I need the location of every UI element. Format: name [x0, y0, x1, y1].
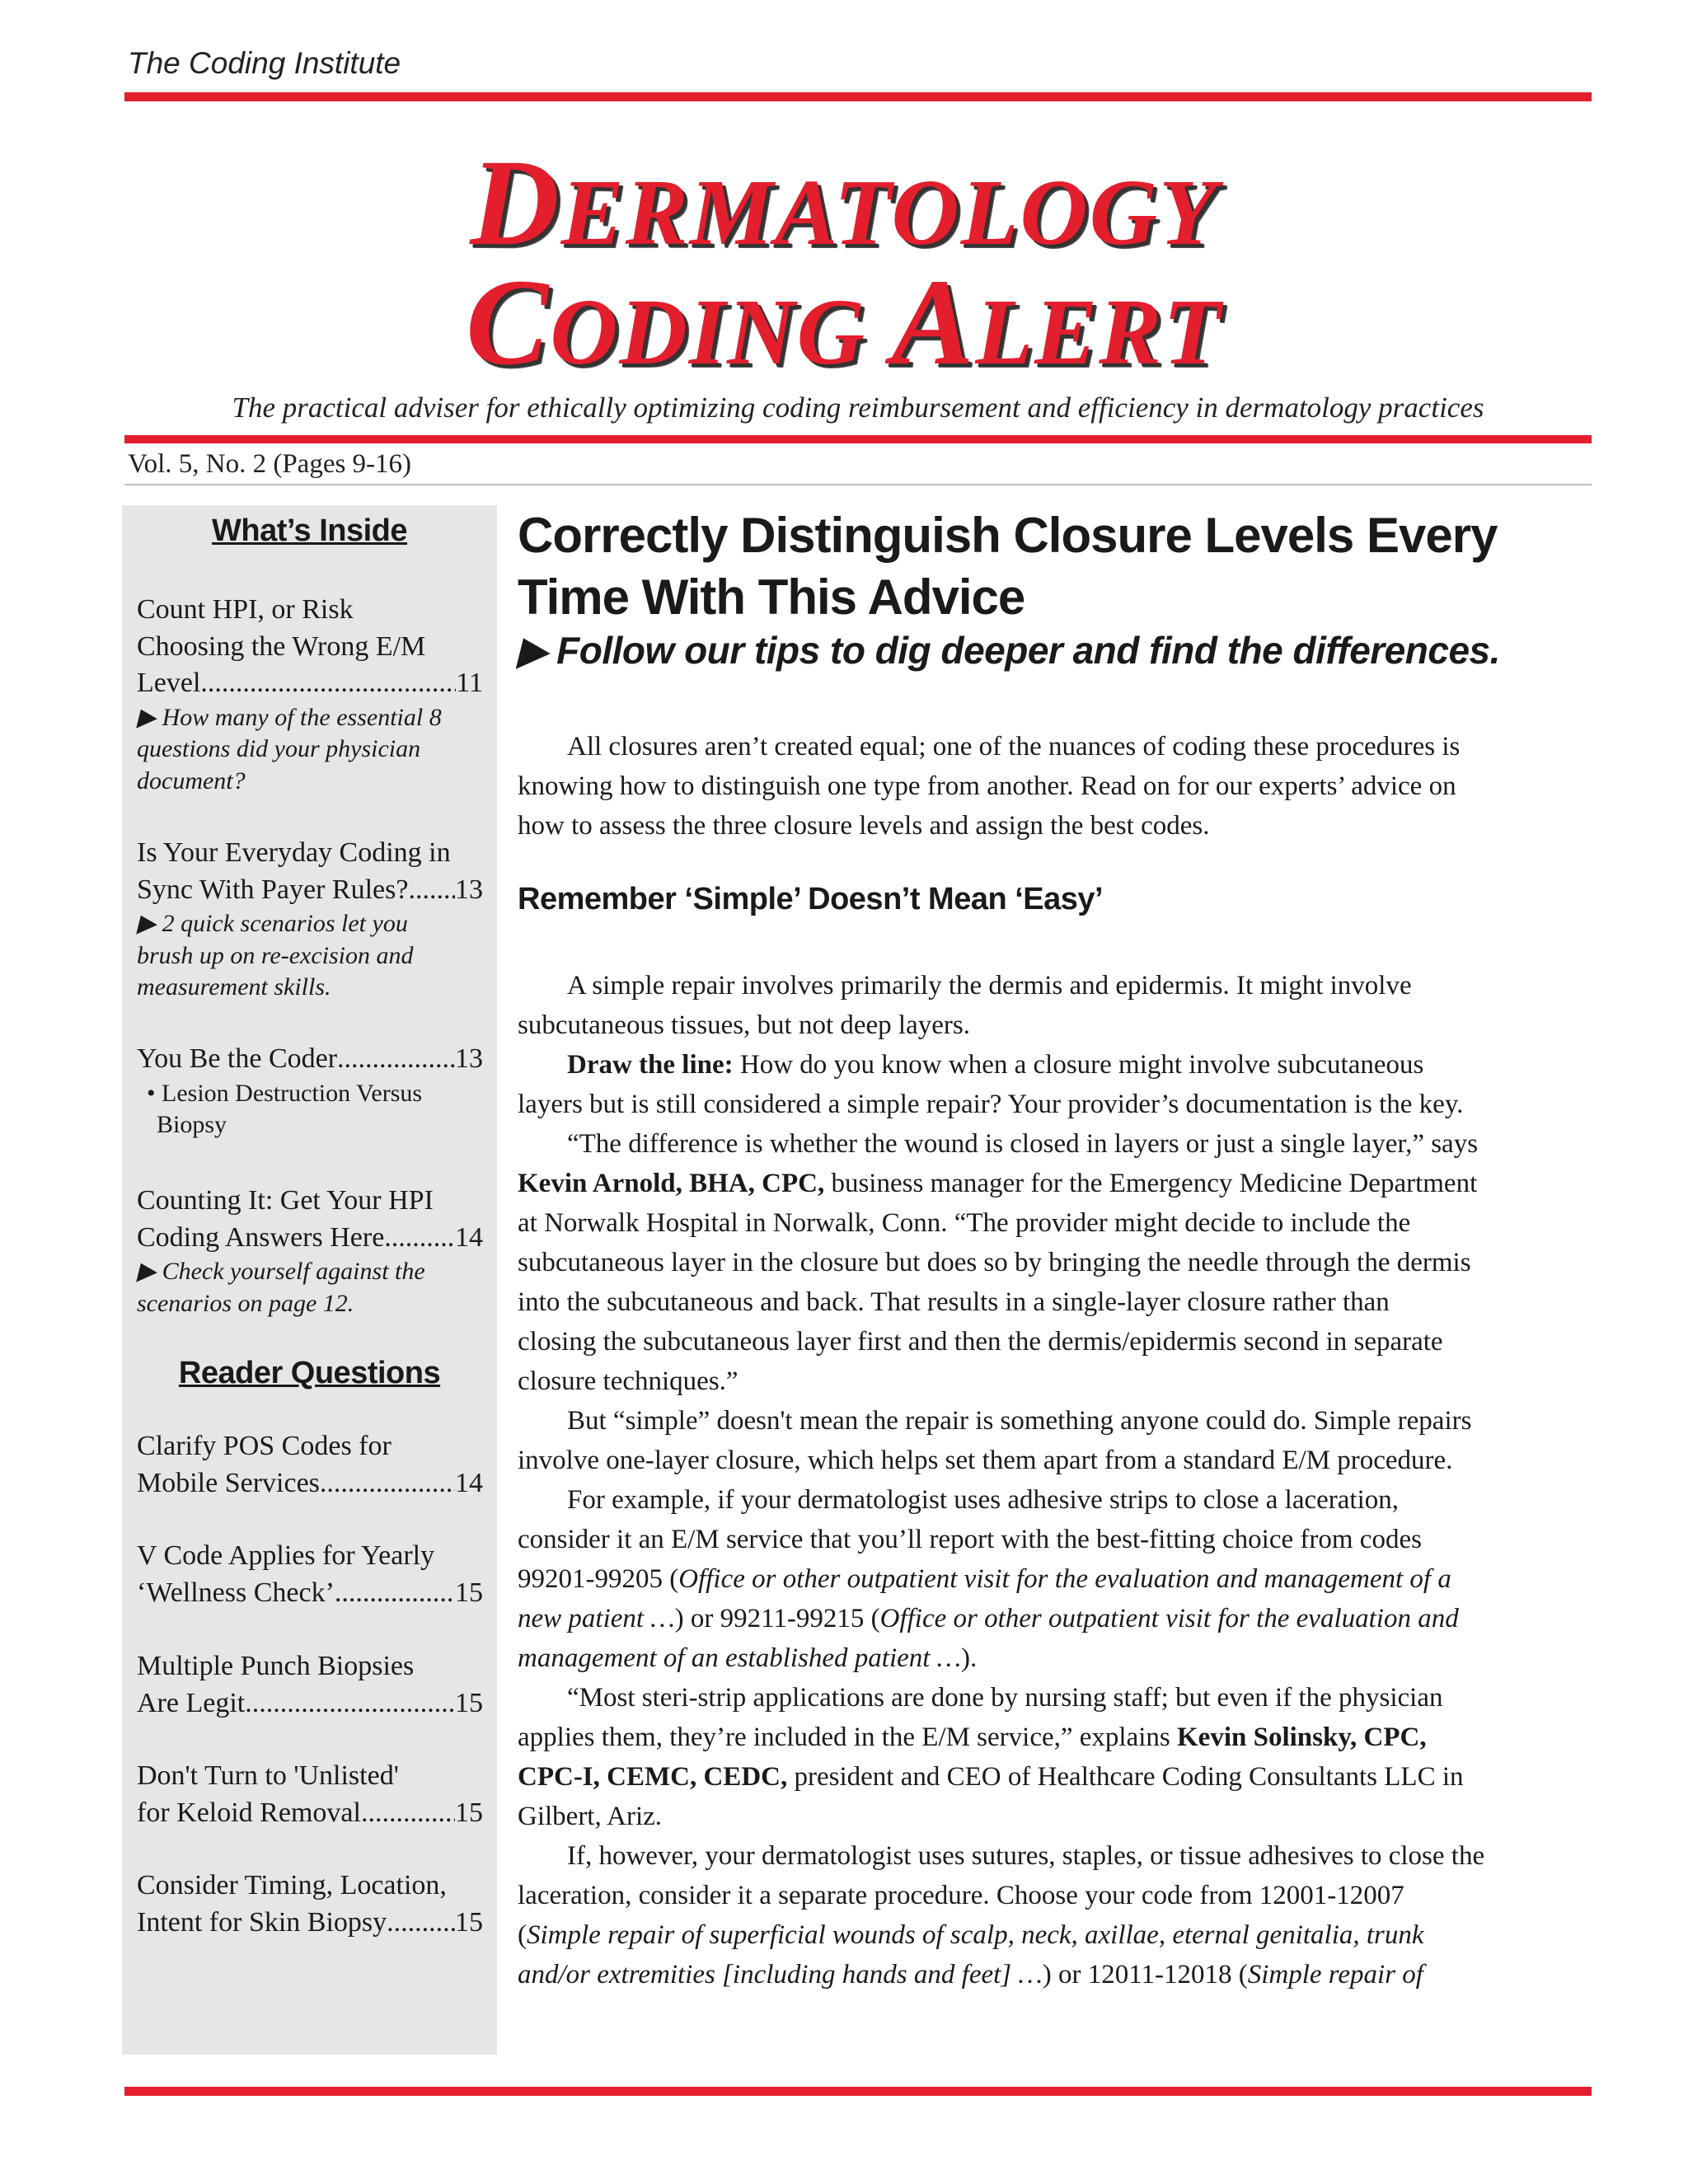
toc-item-title: Coding Answers Here	[137, 1221, 385, 1253]
code-text: ) or 12011-12018 (	[1042, 1960, 1248, 1990]
headline-line: Correctly Distinguish Closure Levels Every	[518, 508, 1498, 563]
toc-leader	[384, 1220, 455, 1257]
code-descriptor: management of an established patient …	[518, 1643, 962, 1673]
toc-blurb: ▶ Check yourself against the	[137, 1258, 425, 1285]
volume-rule	[124, 484, 1592, 485]
toc-leader	[200, 665, 456, 702]
expert-name: Kevin Solinsky, CPC,	[1177, 1722, 1427, 1752]
body-line: If, however, your dermatologist uses sutures, staples, or tissue adhesives to close the	[567, 1841, 1485, 1871]
toc-item-title: for Keloid Removal	[137, 1797, 361, 1828]
code-descriptor: Simple repair of superficial wounds of scalp, neck, axillae, eternal genitalia, trunk	[527, 1920, 1424, 1950]
toc-item-4[interactable]	[137, 1183, 483, 1319]
toc-question-5[interactable]	[137, 1868, 483, 1941]
toc-bullet: • Lesion Destruction Versus	[147, 1079, 423, 1107]
code-text: ) or 99211-99215 (	[674, 1604, 880, 1633]
toc-leader	[320, 1465, 455, 1502]
toc-leader	[387, 1905, 455, 1942]
body-line: “The difference is whether the wound is closed in layers or just a single layer,” says	[567, 1129, 1479, 1159]
article-headline	[518, 504, 1497, 628]
publisher-name: The Coding Institute	[128, 46, 401, 80]
volume-info: Vol. 5, No. 2 (Pages 9-16)	[128, 449, 412, 479]
toc-item-title: You Be the Coder	[137, 1043, 338, 1074]
body-line: But “simple” doesn't mean the repair is something anyone could do. Simple repairs	[567, 1406, 1472, 1436]
body-line: involve one-layer closure, which helps set them apart from a standard E/M procedure.	[518, 1446, 1453, 1475]
toc-question-3[interactable]	[137, 1648, 483, 1722]
body-line	[518, 1559, 1589, 1599]
toc-item-title: V Code Applies for Yearly	[137, 1540, 435, 1571]
toc-item-title: Don't Turn to 'Unlisted'	[137, 1760, 399, 1791]
body-line: consider it an E/M service that you’ll report with the best-fitting choice from codes	[518, 1525, 1422, 1554]
body-text: How do you know when a closure might involve subcutaneous	[733, 1050, 1424, 1080]
toc-page-number: 14	[455, 1467, 483, 1498]
body-line: closing the subcutaneous layer first and then the dermis/epidermis second in separate	[518, 1327, 1443, 1357]
toc-item-title: Count HPI, or Risk	[137, 594, 354, 625]
code-text: (	[518, 1920, 527, 1950]
article-intro	[518, 727, 1589, 846]
toc-item-title: Level	[137, 668, 201, 698]
tagline: The practical adviser for ethically optimizing coding reimbursement and efficiency in dermatology practices	[232, 391, 1484, 424]
toc-item-title: Sync With Payer Rules?	[137, 874, 409, 905]
body-line	[518, 1757, 1589, 1797]
toc-page-number: 15	[455, 1577, 483, 1608]
code-descriptor: Simple repair of	[1247, 1960, 1423, 1990]
body-text: president and CEO of Healthcare Coding Consultants LLC in	[787, 1762, 1464, 1792]
body-line: knowing how to distinguish one type from another. Read on for our experts’ advice on	[518, 771, 1456, 801]
body-line	[518, 1599, 1589, 1638]
body-line: For example, if your dermatologist uses adhesive strips to close a laceration,	[567, 1485, 1399, 1515]
code-descriptor: new patient …	[518, 1604, 675, 1633]
toc-question-1[interactable]	[137, 1428, 483, 1502]
expert-credentials: CPC-I, CEMC, CEDC,	[518, 1762, 788, 1792]
toc-leader	[361, 1795, 455, 1832]
toc-item-title: Multiple Punch Biopsies	[137, 1651, 415, 1681]
body-line: A simple repair involves primarily the dermis and epidermis. It might involve	[567, 971, 1412, 1001]
toc-item-title: Counting It: Get Your HPI	[137, 1185, 434, 1216]
body-line: how to assess the three closure levels and assign the best codes.	[518, 811, 1210, 841]
toc-bullet: Biopsy	[157, 1111, 227, 1138]
toc-item-title: Choosing the Wrong E/M	[137, 630, 426, 662]
article-body	[518, 966, 1589, 1994]
toc-blurb: measurement skills.	[137, 973, 331, 1001]
masthead-red-rule	[124, 435, 1592, 443]
toc-page-number: 15	[455, 1906, 483, 1938]
code-descriptor: Office or other outpatient visit for the evaluation and management of a	[678, 1564, 1451, 1594]
code-descriptor: Office or other outpatient visit for the evaluation and	[879, 1604, 1459, 1633]
code-text: ).	[961, 1643, 978, 1673]
toc-page-number: 14	[455, 1221, 483, 1253]
reader-questions-heading: Reader Questions	[178, 1356, 441, 1390]
masthead-line-1: DERMATOLOGY	[470, 134, 1218, 271]
toc-item-title: ‘Wellness Check’	[137, 1577, 335, 1608]
toc-item-3[interactable]	[137, 1041, 483, 1141]
masthead-line-2: CODING ALERT	[466, 254, 1222, 391]
body-line: layers but is still considered a simple repair? Your provider’s documentation is the key.	[518, 1090, 1464, 1119]
body-line: All closures aren’t created equal; one of the nuances of coding these procedures is	[567, 732, 1461, 762]
body-line: closure techniques.”	[518, 1366, 738, 1396]
toc-item-2[interactable]	[137, 835, 483, 1004]
bottom-red-rule	[124, 2087, 1592, 2096]
toc-item-1[interactable]	[137, 592, 483, 797]
toc-blurb: brush up on re-excision and	[137, 941, 414, 969]
whats-inside-sidebar	[122, 505, 497, 2055]
article-deck: ▶ Follow our tips to dig deeper and find the differences.	[518, 629, 1500, 672]
toc-question-4[interactable]	[137, 1758, 483, 1831]
code-descriptor: and/or extremities [including hands and feet] …	[518, 1960, 1043, 1990]
body-line: subcutaneous layer in the closure but does so by bringing the needle through the dermis	[518, 1248, 1471, 1277]
toc-item-title: Intent for Skin Biopsy	[137, 1906, 387, 1938]
toc-page-number: 15	[455, 1687, 483, 1718]
toc-item-title: Is Your Everyday Coding in	[137, 837, 451, 868]
body-line	[518, 1164, 1589, 1203]
body-line	[518, 1955, 1589, 1994]
toc-blurb: questions did your physician	[137, 735, 421, 762]
body-line	[518, 1915, 1589, 1955]
body-line: subcutaneous tissues, but not deep layers.	[518, 1010, 970, 1040]
toc-item-title: Consider Timing, Location,	[137, 1870, 447, 1900]
body-line	[518, 1045, 1589, 1085]
toc-item-title: Are Legit	[137, 1687, 246, 1718]
whats-inside-heading: What’s Inside	[211, 513, 407, 548]
body-line: into the subcutaneous and back. That results in a single-layer closure rather than	[518, 1287, 1390, 1317]
body-line: laceration, consider it a separate procedure. Choose your code from 12001-12007	[518, 1881, 1404, 1910]
toc-blurb: ▶ How many of the essential 8	[137, 703, 442, 731]
toc-leader	[408, 872, 455, 909]
body-line	[518, 1718, 1589, 1757]
toc-leader	[245, 1685, 455, 1722]
toc-page-number: 13	[455, 1043, 483, 1074]
body-line	[518, 1638, 1589, 1678]
body-line: “Most steri-strip applications are done by nursing staff; but even if the physician	[567, 1683, 1443, 1713]
toc-item-title: Clarify POS Codes for	[137, 1431, 392, 1461]
top-red-rule	[124, 92, 1592, 101]
body-text: business manager for the Emergency Medicine Department	[824, 1169, 1478, 1198]
toc-leader	[337, 1041, 455, 1078]
body-text: applies them, they’re included in the E/M service,” explains	[518, 1722, 1177, 1752]
toc-item-title: Mobile Services	[137, 1467, 320, 1498]
toc-blurb: document?	[137, 766, 246, 794]
code-text: 99201-99205 (	[518, 1564, 679, 1594]
toc-page-number: 15	[455, 1797, 483, 1828]
expert-name: Kevin Arnold, BHA, CPC,	[518, 1169, 825, 1198]
body-line: Gilbert, Ariz.	[518, 1802, 663, 1831]
run-in-head: Draw the line:	[567, 1050, 734, 1080]
toc-blurb: scenarios on page 12.	[137, 1289, 354, 1317]
toc-page-number: 13	[455, 874, 483, 905]
toc-question-2[interactable]	[137, 1538, 483, 1611]
section-subhead: Remember ‘Simple’ Doesn’t Mean ‘Easy’	[518, 882, 1104, 916]
toc-page-number: 11	[456, 668, 483, 698]
toc-blurb: ▶ 2 quick scenarios let you	[137, 910, 408, 937]
headline-line: Time With This Advice	[518, 569, 1025, 625]
body-line: at Norwalk Hospital in Norwalk, Conn. “The provider might decide to include the	[518, 1208, 1411, 1238]
toc-leader	[335, 1575, 455, 1612]
